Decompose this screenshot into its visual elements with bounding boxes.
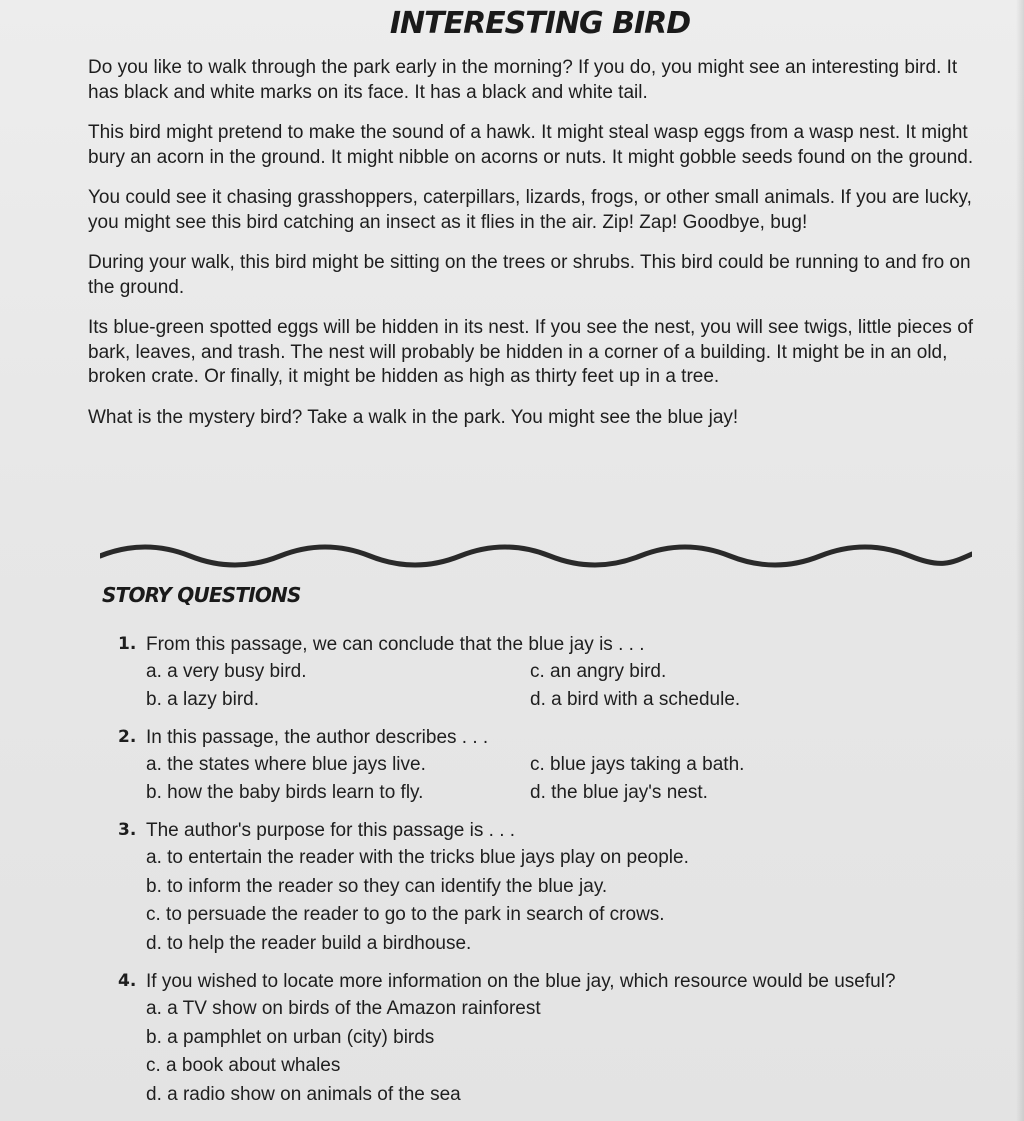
answer-option[interactable]: d. a radio show on animals of the sea: [146, 1083, 461, 1105]
question-text: The author's purpose for this passage is . . .: [146, 820, 516, 841]
passage-paragraph: This bird might pretend to make the sound of a hawk. It might steal wasp eggs from a wasp nest. It might bury an acorn in the ground. It might nibble on acorns or nuts. It might gobble seeds found on the ground.: [88, 122, 974, 168]
answer-option[interactable]: c. an angry bird.: [530, 661, 667, 682]
question-2: [118, 724, 988, 807]
question-text: In this passage, the author describes . . .: [146, 727, 489, 748]
question-list: [118, 631, 988, 1119]
answer-option[interactable]: d. to help the reader build a birdhouse.: [146, 932, 472, 954]
answer-option[interactable]: b. a pamphlet on urban (city) birds: [146, 1026, 435, 1048]
page-edge-shadow: [1016, 0, 1024, 1121]
page-title: INTERESTING BIRD: [389, 6, 691, 41]
answer-option[interactable]: c. blue jays taking a bath.: [530, 754, 745, 775]
question-3: [118, 817, 988, 958]
story-passage: [88, 56, 978, 446]
question-number: 3.: [118, 820, 137, 840]
story-questions-heading: STORY QUESTIONS: [102, 583, 301, 607]
question-4: [118, 968, 988, 1109]
answer-option[interactable]: b. a lazy bird.: [146, 689, 259, 710]
wavy-divider: [100, 538, 972, 574]
question-text: If you wished to locate more information on the blue jay, which resource would be useful?: [146, 971, 896, 992]
answer-options: [118, 751, 988, 807]
answer-option[interactable]: b. how the baby birds learn to fly.: [146, 782, 424, 803]
passage-paragraph: During your walk, this bird might be sitting on the trees or shrubs. This bird could be running to and fro on the ground.: [88, 252, 971, 298]
passage-paragraph: What is the mystery bird? Take a walk in the park. You might see the blue jay!: [88, 406, 739, 428]
question-number: 4.: [118, 971, 137, 991]
answer-option[interactable]: a. the states where blue jays live.: [146, 754, 426, 775]
passage-paragraph: Its blue-green spotted eggs will be hidden in its nest. If you see the nest, you will see twigs, little pieces of bark, leaves, and trash. The nest will probably be hidden in a corner of a building. It might be in an old, broken crate. Or finally, it might be hidden as high as thirty feet up in a tree.: [88, 317, 974, 387]
answer-options: [118, 844, 988, 958]
answer-option[interactable]: a. a TV show on birds of the Amazon rainforest: [146, 998, 541, 1019]
answer-option[interactable]: c. to persuade the reader to go to the park in search of crows.: [146, 904, 665, 925]
answer-option[interactable]: a. to entertain the reader with the tricks blue jays play on people.: [146, 847, 689, 868]
answer-options: [118, 658, 988, 714]
answer-option[interactable]: a. a very busy bird.: [146, 661, 307, 682]
answer-option[interactable]: d. the blue jay's nest.: [530, 782, 708, 803]
passage-paragraph: Do you like to walk through the park early in the morning? If you do, you might see an interesting bird. It has black and white marks on its face. It has a black and white tail.: [88, 57, 958, 103]
answer-option[interactable]: d. a bird with a schedule.: [530, 689, 741, 710]
answer-option[interactable]: b. to inform the reader so they can identify the blue jay.: [146, 875, 608, 897]
passage-paragraph: You could see it chasing grasshoppers, caterpillars, lizards, frogs, or other small animals. If you are lucky, you might see this bird catching an insect as it flies in the air. Zip! Zap! Goodbye, bug!: [88, 187, 972, 233]
question-number: 2.: [118, 727, 137, 747]
answer-option[interactable]: c. a book about whales: [146, 1055, 341, 1076]
wavy-divider-line: [100, 547, 972, 565]
question-text: From this passage, we can conclude that the blue jay is . . .: [146, 634, 645, 655]
question-number: 1.: [118, 634, 137, 654]
answer-options: [118, 995, 988, 1109]
question-1: [118, 631, 988, 714]
